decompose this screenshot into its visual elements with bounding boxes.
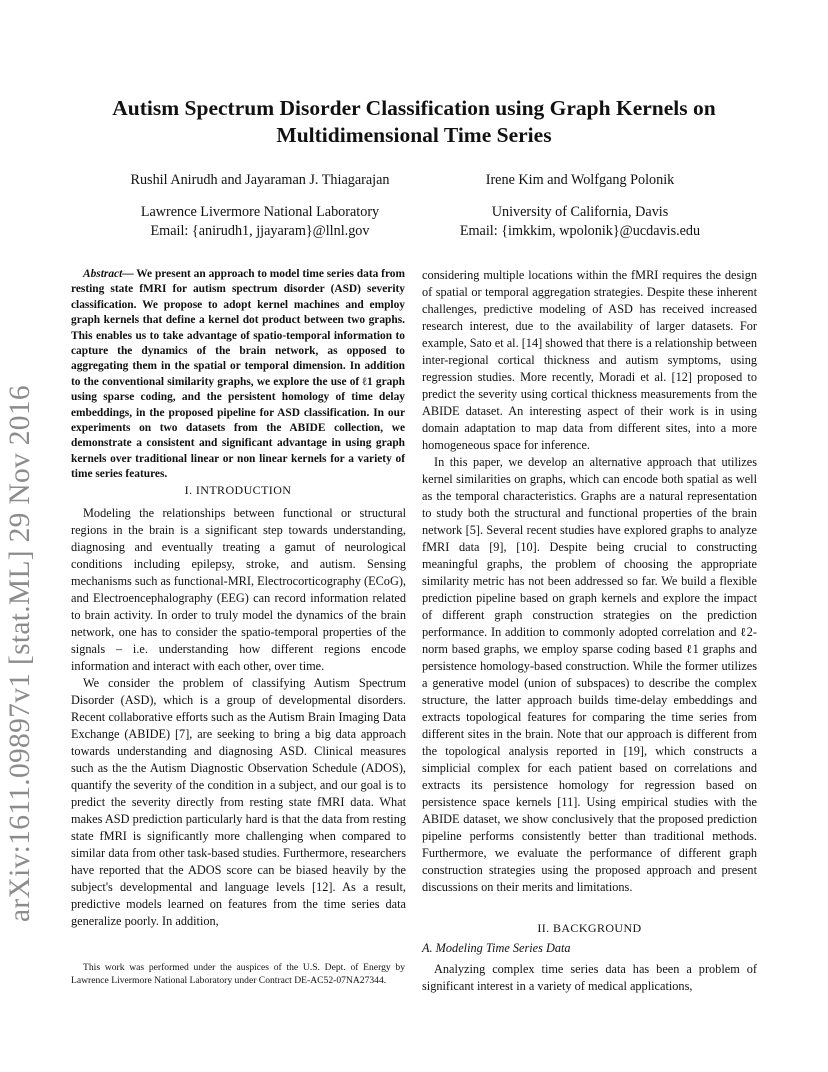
- section-heading-background: II. BACKGROUND: [537, 921, 642, 935]
- paragraph: considering multiple locations within the fMRI requires the design of spatial or temporal aggregation strategies. Despite these inherent challenges, predictive modeling of ASD has received increased research interest, due to the availability of larger datasets. For example, Sato et al. [14] showed that there is a relationship between inter-regional cortical thickness and autism symptoms, using regression studies. More recently, Moradi et al. [12] proposed to predict the severity using cortical thickness measurements from the ABIDE dataset. An interesting aspect of their work is in using domain adaptation to map data from different sites, into a more homogeneous space for inference.: [422, 268, 757, 452]
- author-names-right: Irene Kim and Wolfgang Polonik: [485, 172, 675, 188]
- right-column-body: [422, 267, 757, 896]
- introduction-body: [71, 505, 406, 930]
- footnote-text: This work was performed under the auspices of the U.S. Dept. of Energy by Lawrence Livermore National Laboratory under Contract DE-AC52-07NA27344.: [71, 962, 405, 986]
- email-right: Email: {imkkim, wpolonik}@ucdavis.edu: [459, 223, 701, 239]
- paragraph: We consider the problem of classifying Autism Spectrum Disorder (ASD), which is a group of developmental disorders. Recent collaborative efforts such as the Autism Brain Imaging Data Exchange (ABIDE) [7], are seeking to bring a big data approach towards understanding and diagnosing ASD. Clinical measures such as the the Autism Diagnostic Observation Schedule (ADOS), quantify the severity of the condition in a subject, and our goal is to predict the severity directly from resting state fMRI data. What makes ASD prediction particularly hard is that the data from resting state fMRI is significantly more challenging when compared to similar data from other task-based studies. Furthermore, researchers have reported that the ADOS score can be biased heavily by the subject's developmental and language levels [12]. As a result, predictive models learned on features from the time series data generalize poorly. In addition,: [71, 676, 406, 928]
- abstract: [71, 267, 405, 483]
- paragraph: In this paper, we develop an alternative approach that utilizes kernel similarities on graphs, which can encode both spatial as well as the temporal characteristics. Graphs are a natural representation to study both the structural and functional properties of the brain network [5]. Several recent studies have explored graphs to analyze fMRI data [9], [10]. Despite being crucial to constructing meaningful graphs, the problem of choosing the appropriate similarity metric has not been addressed so far. We build a flexible prediction pipeline based on graph kernels and explore the impact of different graph construction strategies on the prediction performance. In addition to commonly adopted correlation and ℓ2-norm based graphs, we employ sparse coding based ℓ1 graphs and persistence homology-based construction. While the former utilizes a generative model (union of subspaces) to describe the complex structure, the latter approach builds time-delay embeddings and extracts topological features for comparing the time series from different sites in the brain. Note that our approach is different from the topological analysis reported in [19], which constructs a simplicial complex for each patient based on correlations and extracts its persistence homology for regression based on persistence space kernels [11]. Using empirical studies with the ABIDE dataset, we show conclusively that the proposed prediction pipeline performs consistently better than traditional methods. Furthermore, we evaluate the performance of different graph construction strategies using the proposed approach and present discussions on their merits and limitations.: [422, 455, 757, 894]
- paragraph: Analyzing complex time series data has been a problem of significant interest in a variety of medical applications,: [422, 962, 757, 993]
- abstract-text: — We present an approach to model time series data from resting state fMRI for autism spectrum disorder (ASD) severity classification. We propose to adopt kernel machines and employ graph kernels that define a kernel dot product between two graphs. This enables us to take advantage of spatio-temporal information to capture the dynamics of the brain network, as opposed to aggregating them in the spatial or temporal dimension. In addition to the conventional similarity graphs, we explore the use of ℓ1 graph using sparse coding, and the persistent homology of time delay embeddings, in the proposed pipeline for ASD classification. In our experiments on two datasets from the ABIDE collection, we demonstrate a consistent and significant advantage in using graph kernels over traditional linear or non linear kernels for a variety of time series features.: [71, 268, 405, 481]
- background-body: [422, 961, 757, 995]
- abstract-label: Abstract: [83, 268, 123, 280]
- author-affiliation-right: [410, 203, 750, 241]
- arxiv-identifier-stamp: arXiv:1611.09897v1 [stat.ML] 29 Nov 2016: [4, 385, 36, 922]
- email-left: Email: {anirudh1, jjayaram}@llnl.gov: [150, 223, 370, 239]
- author-affiliation-left: [100, 203, 420, 241]
- affiliation-right: University of California, Davis: [491, 204, 669, 220]
- paragraph: Modeling the relationships between functional or structural regions in the brain is a significant step towards understanding, diagnosing and eventually treating a gamut of neurological conditions including epilepsy, stroke, and autism. Sensing mechanisms such as functional-MRI, Electrocorticography (ECoG), and Electroencephalography (EEG) can record information related to brain activity. In order to truly model the dynamics of the brain network, one has to consider the spatio-temporal properties of the signals – i.e. understanding how different regions encode information and interact with each other, over time.: [71, 506, 406, 673]
- section-heading-introduction: I. INTRODUCTION: [184, 483, 292, 497]
- affiliation-left: Lawrence Livermore National Laboratory: [140, 204, 380, 220]
- subsection-heading: A. Modeling Time Series Data: [422, 941, 571, 955]
- author-names-left: Rushil Anirudh and Jayaraman J. Thiagarajan: [130, 172, 390, 188]
- paper-title: Autism Spectrum Disorder Classification using Graph Kernels on Multidimensional Time Series: [112, 96, 716, 147]
- footnote: [71, 962, 405, 987]
